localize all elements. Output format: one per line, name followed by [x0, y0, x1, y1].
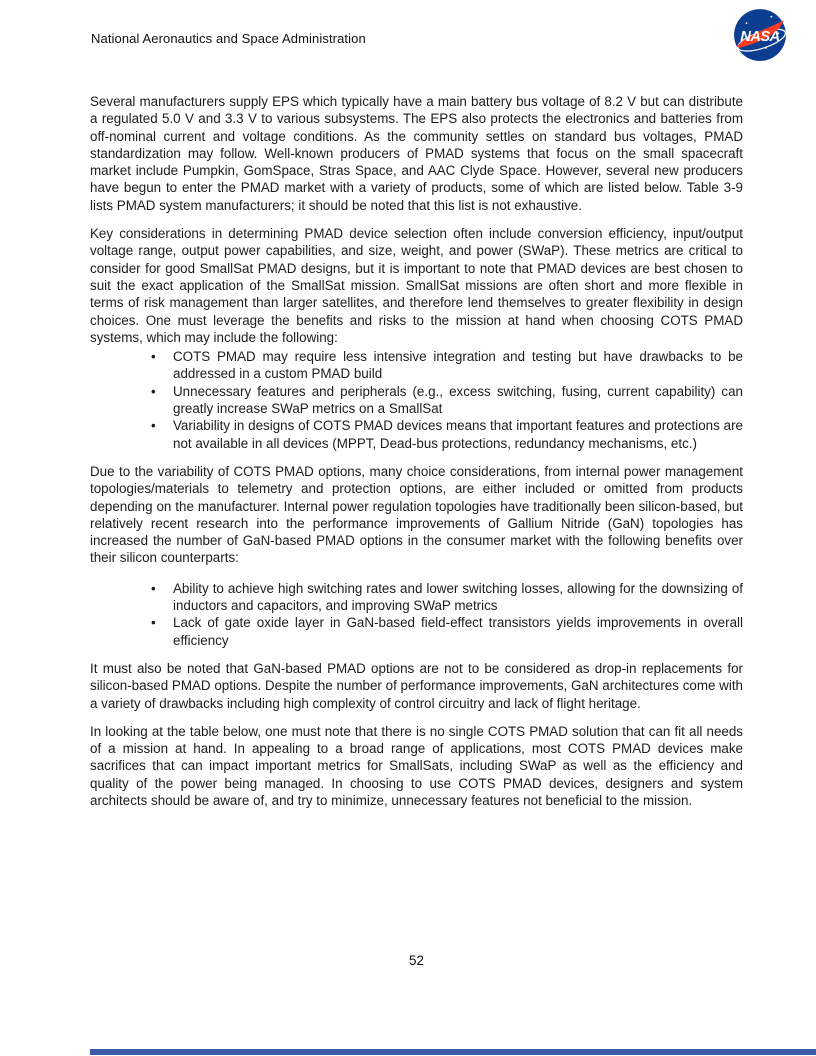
list-item	[151, 348, 743, 383]
list-item-text: Unnecessary features and peripherals (e.g., excess switching, fusing, current capability) can greatly increase SWaP metrics on a SmallSat	[173, 383, 743, 417]
paragraph-key-considerations: Key considerations in determining PMAD device selection often include conversion efficiency, input/output voltage range, output power capabilities, and size, weight, and power (SWaP). These metrics are critical to consider for good SmallSat PMAD designs, but it is important to note that PMAD devices are best chosen to suit the exact application of the SmallSat mission. SmallSat missions are often short and more flexible in terms of risk management than larger satellites, and therefore lend themselves to greater flexibility in design choices. One must leverage the benefits and risks to the mission at hand when choosing COTS PMAD systems, which may include the following:	[90, 226, 743, 345]
bullet-list-gan-benefits	[90, 580, 743, 649]
bullet-icon: •	[151, 349, 156, 365]
bullet-list-cots-pmad	[90, 348, 743, 452]
body-text-column	[90, 93, 743, 820]
list-item	[151, 383, 743, 418]
bullet-icon: •	[151, 418, 156, 434]
footer-accent-bar	[90, 1049, 816, 1055]
list-item-text: Variability in designs of COTS PMAD devices means that important features and protections are not available in all devices (MPPT, Dead-bus protections, redundancy mechanisms, etc.)	[173, 418, 743, 451]
header-agency-line: National Aeronautics and Space Administration	[91, 31, 366, 46]
paragraph-eps-overview: Several manufacturers supply EPS which typically have a main battery bus voltage of 8.2 V but can distribute a regulated 5.0 V and 3.3 V to various subsystems. The EPS also protects the electronics and batteries from off-nominal current and voltage conditions. As the community settles on standard bus voltages, PMAD standardization may follow. Well-known producers of PMAD systems that focus on the small spacecraft market include Pumpkin, GomSpace, Stras Space, and AAC Clyde Space. However, several new producers have begun to enter the PMAD market with a variety of products, some of which are listed below. Table 3-9 lists PMAD system manufacturers; it should be noted that this list is not exhaustive.	[90, 94, 743, 213]
list-item	[151, 614, 743, 649]
page-number: 52	[409, 953, 424, 968]
svg-text:NASA: NASA	[740, 28, 780, 45]
list-item	[151, 580, 743, 615]
paragraph-gan-variability: Due to the variability of COTS PMAD options, many choice considerations, from internal power management topologies/materials to telemetry and protection options, are either included or omitted from products depending on the manufacturer. Internal power regulation topologies have traditionally been silicon-based, but relatively recent research into the performance improvements of Gallium Nitride (GaN) topologies has increased the number of GaN-based PMAD options in the consumer market with the following benefits over their silicon counterparts:	[90, 463, 743, 566]
paragraph-table-intro: In looking at the table below, one must note that there is no single COTS PMAD solution that can fit all needs of a mission at hand. In appealing to a broad range of applications, most COTS PMAD devices make sacrifices that can impact important metrics for SmallSats, including SWaP as well as the efficiency and quality of the power being managed. In choosing to use COTS PMAD devices, designers and system architects should be aware of, and try to minimize, unnecessary features not beneficial to the mission.	[90, 723, 743, 808]
list-item-text: Lack of gate oxide layer in GaN-based field-effect transistors yields improvements in overall efficiency	[173, 615, 743, 648]
paragraph-gan-drawbacks: It must also be noted that GaN-based PMAD options are not to be considered as drop-in replacements for silicon-based PMAD options. Despite the number of performance improvements, GaN architectures come with a variety of drawbacks including high complexity of control circuitry and lack of flight heritage.	[90, 660, 743, 711]
bullet-icon: •	[151, 580, 156, 596]
list-item	[151, 417, 743, 452]
nasa-meatball-icon	[733, 8, 787, 62]
bullet-icon: •	[151, 615, 156, 631]
bullet-icon: •	[151, 383, 156, 399]
list-item-text: COTS PMAD may require less intensive integration and testing but have drawbacks to be addressed in a custom PMAD build	[173, 349, 743, 382]
list-item-text: Ability to achieve high switching rates and lower switching losses, allowing for the downsizing of inductors and capacitors, and improving SWaP metrics	[173, 580, 743, 614]
